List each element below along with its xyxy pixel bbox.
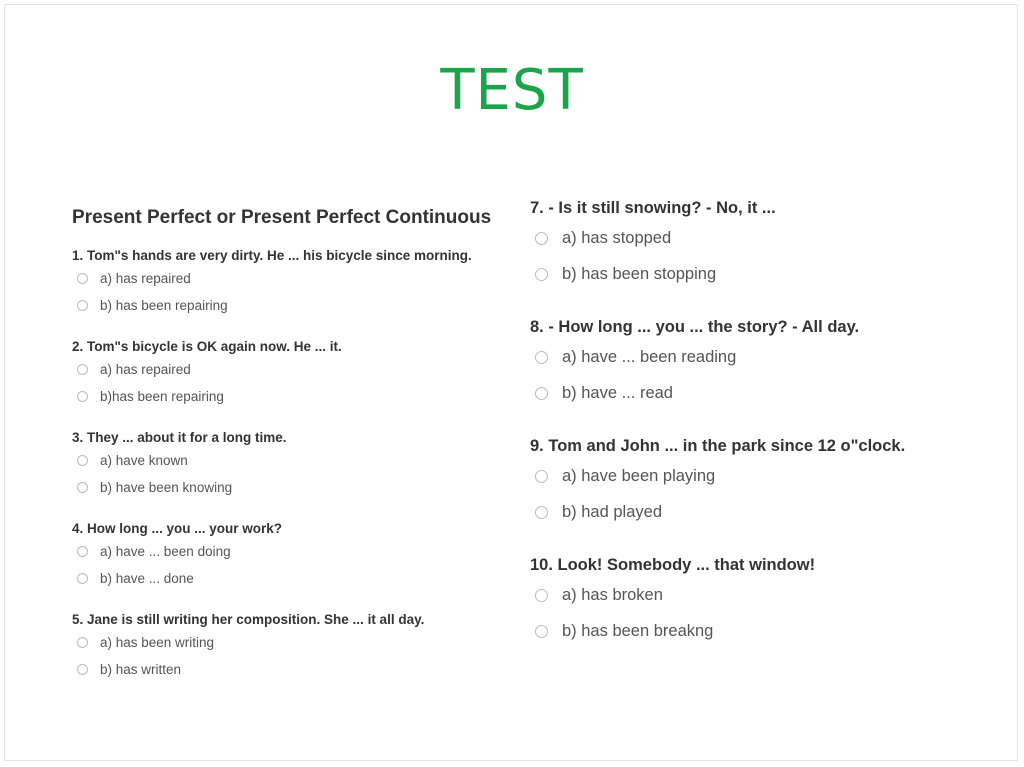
radio-icon[interactable] xyxy=(77,364,88,375)
radio-icon[interactable] xyxy=(535,625,548,638)
question-text: 2. Tom"s bicycle is OK again now. He ... it. xyxy=(72,339,342,354)
question-text: 8. - How long ... you ... the story? - All day. xyxy=(530,318,860,336)
page-title: TEST xyxy=(440,58,584,123)
radio-icon[interactable] xyxy=(77,455,88,466)
radio-icon[interactable] xyxy=(77,546,88,557)
answer-option[interactable] xyxy=(72,383,522,410)
radio-icon[interactable] xyxy=(535,470,548,483)
question-1 xyxy=(72,246,522,319)
option-label: a) have ... been doing xyxy=(100,544,231,559)
answer-option[interactable] xyxy=(72,265,522,292)
question-2 xyxy=(72,337,522,410)
option-label: b) have been knowing xyxy=(100,480,233,495)
answer-option[interactable] xyxy=(72,447,522,474)
radio-icon[interactable] xyxy=(535,351,548,364)
option-label: a) has repaired xyxy=(100,362,191,377)
question-4 xyxy=(72,519,522,592)
radio-icon[interactable] xyxy=(77,300,88,311)
option-label: a) have ... been reading xyxy=(562,348,737,366)
radio-icon[interactable] xyxy=(77,391,88,402)
radio-icon[interactable] xyxy=(535,506,548,519)
option-label: a) has been writing xyxy=(100,635,215,650)
question-9 xyxy=(530,434,1000,530)
radio-icon[interactable] xyxy=(535,387,548,400)
answer-option[interactable] xyxy=(72,538,522,565)
option-label: a) has broken xyxy=(562,586,663,604)
question-7 xyxy=(530,196,1000,292)
question-10 xyxy=(530,553,1000,649)
answer-option[interactable] xyxy=(72,292,522,319)
answer-option[interactable] xyxy=(530,339,1000,375)
option-label: b) has been breakng xyxy=(562,622,714,640)
question-5 xyxy=(72,610,522,683)
question-text: 5. Jane is still writing her composition. She ... it all day. xyxy=(72,612,425,627)
radio-icon[interactable] xyxy=(535,232,548,245)
answer-option[interactable] xyxy=(530,458,1000,494)
question-text: 3. They ... about it for a long time. xyxy=(72,430,287,445)
option-label: b) have ... done xyxy=(100,571,194,586)
answer-option[interactable] xyxy=(72,356,522,383)
option-label: a) has stopped xyxy=(562,229,672,247)
radio-icon[interactable] xyxy=(77,482,88,493)
radio-icon[interactable] xyxy=(77,273,88,284)
answer-option[interactable] xyxy=(530,494,1000,530)
option-label: b) has been stopping xyxy=(562,265,717,283)
answer-option[interactable] xyxy=(72,474,522,501)
quiz-heading: Present Perfect or Present Perfect Continuous xyxy=(72,207,492,228)
radio-icon[interactable] xyxy=(535,268,548,281)
question-text: 1. Tom"s hands are very dirty. He ... his bicycle since morning. xyxy=(72,248,472,263)
answer-option[interactable] xyxy=(72,565,522,592)
option-label: a) has repaired xyxy=(100,271,191,286)
radio-icon[interactable] xyxy=(77,573,88,584)
answer-option[interactable] xyxy=(530,613,1000,649)
option-label: b) has been repairing xyxy=(100,298,228,313)
question-8 xyxy=(530,315,1000,411)
option-label: a) have known xyxy=(100,453,188,468)
answer-option[interactable] xyxy=(530,256,1000,292)
option-label: b) had played xyxy=(562,503,662,521)
answer-option[interactable] xyxy=(530,577,1000,613)
radio-icon[interactable] xyxy=(77,664,88,675)
question-text: 10. Look! Somebody ... that window! xyxy=(530,556,816,574)
question-text: 9. Tom and John ... in the park since 12 o"clock. xyxy=(530,437,906,455)
left-quiz-column xyxy=(72,207,522,701)
answer-option[interactable] xyxy=(530,220,1000,256)
answer-option[interactable] xyxy=(72,656,522,683)
answer-option[interactable] xyxy=(72,629,522,656)
option-label: b)has been repairing xyxy=(100,389,224,404)
option-label: b) have ... read xyxy=(562,384,673,402)
radio-icon[interactable] xyxy=(535,589,548,602)
radio-icon[interactable] xyxy=(77,637,88,648)
answer-option[interactable] xyxy=(530,375,1000,411)
right-quiz-column xyxy=(530,196,1000,672)
option-label: b) has written xyxy=(100,662,182,677)
question-text: 7. - Is it still snowing? - No, it ... xyxy=(530,199,776,217)
option-label: a) have been playing xyxy=(562,467,716,485)
question-3 xyxy=(72,428,522,501)
question-text: 4. How long ... you ... your work? xyxy=(72,521,283,536)
